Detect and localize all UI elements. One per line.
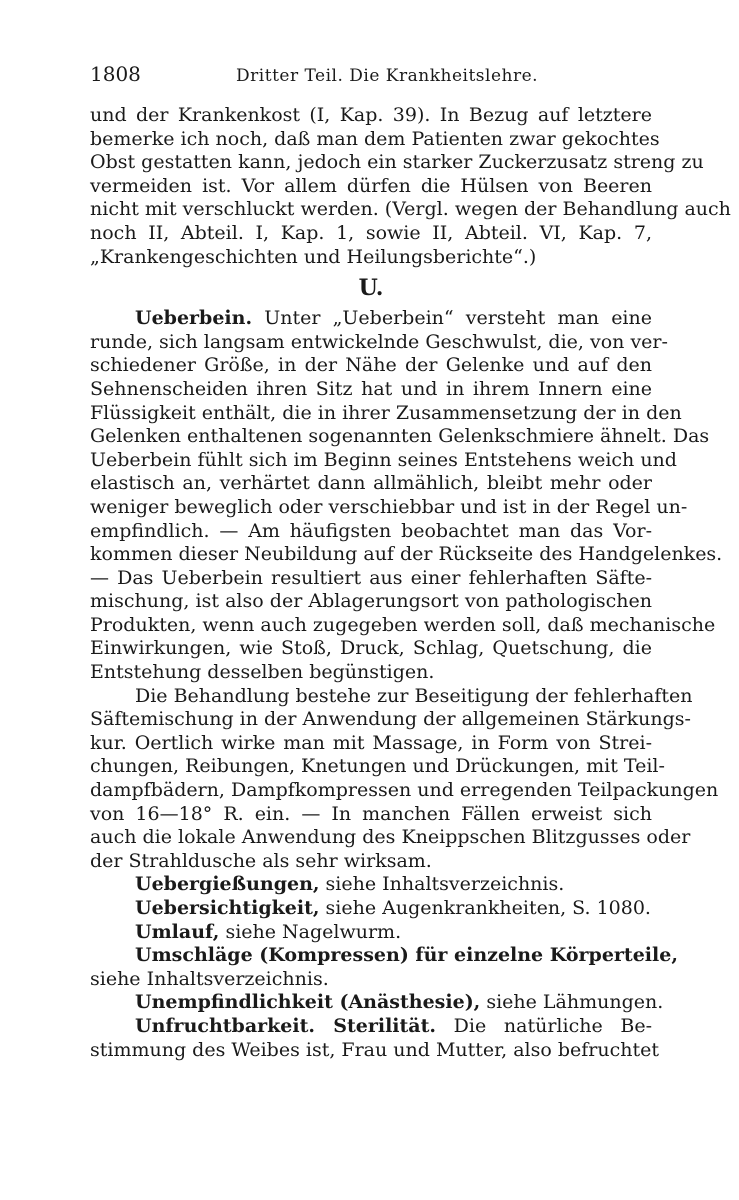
section-letter: U. — [358, 275, 384, 302]
text-line: nicht mit verschluckt werden. (Vergl. wegen der Behandlung auch — [90, 198, 731, 221]
text-line: elastisch an, verhärtet dann allmählich, bleibt mehr oder — [90, 472, 652, 495]
text-line: Entstehung desselben begünstigen. — [90, 661, 435, 684]
text-line: schiedener Größe, in der Nähe der Gelenke und auf den — [90, 354, 652, 377]
entry-headword: Unempfindlichkeit (Anästhesie), — [135, 991, 481, 1014]
text-line: mischung, ist also der Ablagerungsort von pathologischen — [90, 590, 652, 613]
text-line: Gelenken enthaltenen sogenannten Gelenkschmiere ähnelt. Das — [90, 425, 710, 448]
text-line: chungen, Reibungen, Knetungen und Drückungen, mit Teil- — [90, 755, 665, 778]
text-line: Produkten, wenn auch zugegeben werden soll, daß mechanische — [90, 613, 716, 636]
text-line: „Krankengeschichten und Heilungsberichte“.) — [90, 245, 537, 268]
text-line: kur. Oertlich wirke man mit Massage, in Form von Strei- — [90, 731, 652, 754]
text-line: bemerke ich noch, daß man dem Patienten zwar gekochtes — [90, 127, 660, 150]
text-line: auch die lokale Anwendung des Kneippschen Blitzgusses oder — [90, 826, 691, 849]
text-line: stimmung des Weibes ist, Frau und Mutter, also befruchtet — [90, 1038, 660, 1061]
text-line: Sehnenscheiden ihren Sitz hat und in ihrem Innern eine — [90, 377, 652, 400]
entry-headword: Umschläge (Kompressen) für einzelne Körperteile, — [135, 944, 678, 967]
entry-text: Die natürliche Be- — [453, 1014, 652, 1037]
text-line: dampfbädern, Dampfkompressen und erregenden Teilpackungen — [90, 779, 719, 802]
running-title: Dritter Teil. Die Krankheitslehre. — [236, 66, 539, 86]
text-line: der Strahldusche als sehr wirksam. — [90, 849, 432, 872]
text-line: siehe Inhaltsverzeichnis. — [90, 967, 329, 990]
entry-headword: Ueberbein. — [135, 307, 253, 330]
entry-text: siehe Augenkrankheiten, S. 1080. — [325, 897, 651, 919]
text-line: empfindlich. — Am häufigsten beobachtet man das Vor- — [90, 519, 652, 542]
entry-headword: Unfruchtbarkeit. Sterilität. — [135, 1014, 436, 1037]
entry-text: Unter „Ueberbein“ versteht man eine — [264, 307, 652, 330]
page-number: 1808 — [90, 62, 141, 86]
entry-line — [90, 944, 678, 968]
text-line: vermeiden ist. Vor allem dürfen die Hülsen von Beeren — [90, 174, 652, 197]
entry-headword: Uebergießungen, — [135, 873, 320, 896]
text-line: von 16—18° R. ein. — In manchen Fällen erweist sich — [90, 802, 652, 825]
text-line: Säftemischung in der Anwendung der allgemeinen Stärkungs- — [90, 708, 691, 731]
entry-line — [90, 897, 652, 921]
text-line: Einwirkungen, wie Stoß, Druck, Schlag, Quetschung, die — [90, 637, 652, 660]
text-line: weniger beweglich oder verschiebbar und ist in der Regel un- — [90, 495, 688, 518]
text-line: runde, sich langsam entwickelnde Geschwulst, die, von ver- — [90, 330, 668, 353]
entry-line — [90, 921, 652, 945]
text-line: noch II, Abteil. I, Kap. 1, sowie II, Abteil. VI, Kap. 7, — [90, 221, 652, 244]
entry-text: siehe Lähmungen. — [486, 991, 664, 1014]
entry-line — [90, 307, 652, 331]
entry-line — [90, 1015, 652, 1039]
entry-headword: Umlauf, — [135, 920, 220, 943]
entry-line — [90, 873, 652, 897]
text-line: — Das Ueberbein resultiert aus einer fehlerhaften Säfte- — [90, 566, 652, 589]
text-line: Ueberbein fühlt sich im Beginn seines Entstehens weich und — [90, 448, 677, 471]
text-line: Obst gestatten kann, jedoch ein starker Zuckerzusatz streng zu — [90, 151, 704, 174]
entry-headword: Uebersichtigkeit, — [135, 897, 320, 919]
running-header — [90, 62, 650, 86]
entry-text: siehe Nagelwurm. — [225, 920, 402, 943]
text-line: und der Krankenkost (I, Kap. 39). In Bezug auf letztere — [90, 104, 652, 126]
text-line: Die Behandlung bestehe zur Beseitigung der fehlerhaften — [135, 684, 693, 707]
text-body — [90, 104, 731, 1062]
entry-text: siehe Inhaltsverzeichnis. — [325, 873, 565, 896]
text-line: Flüssigkeit enthält, die in ihrer Zusammensetzung der in den — [90, 401, 682, 424]
entry-line — [90, 991, 664, 1015]
text-line: kommen dieser Neubildung auf der Rückseite des Handgelenkes. — [90, 543, 723, 566]
